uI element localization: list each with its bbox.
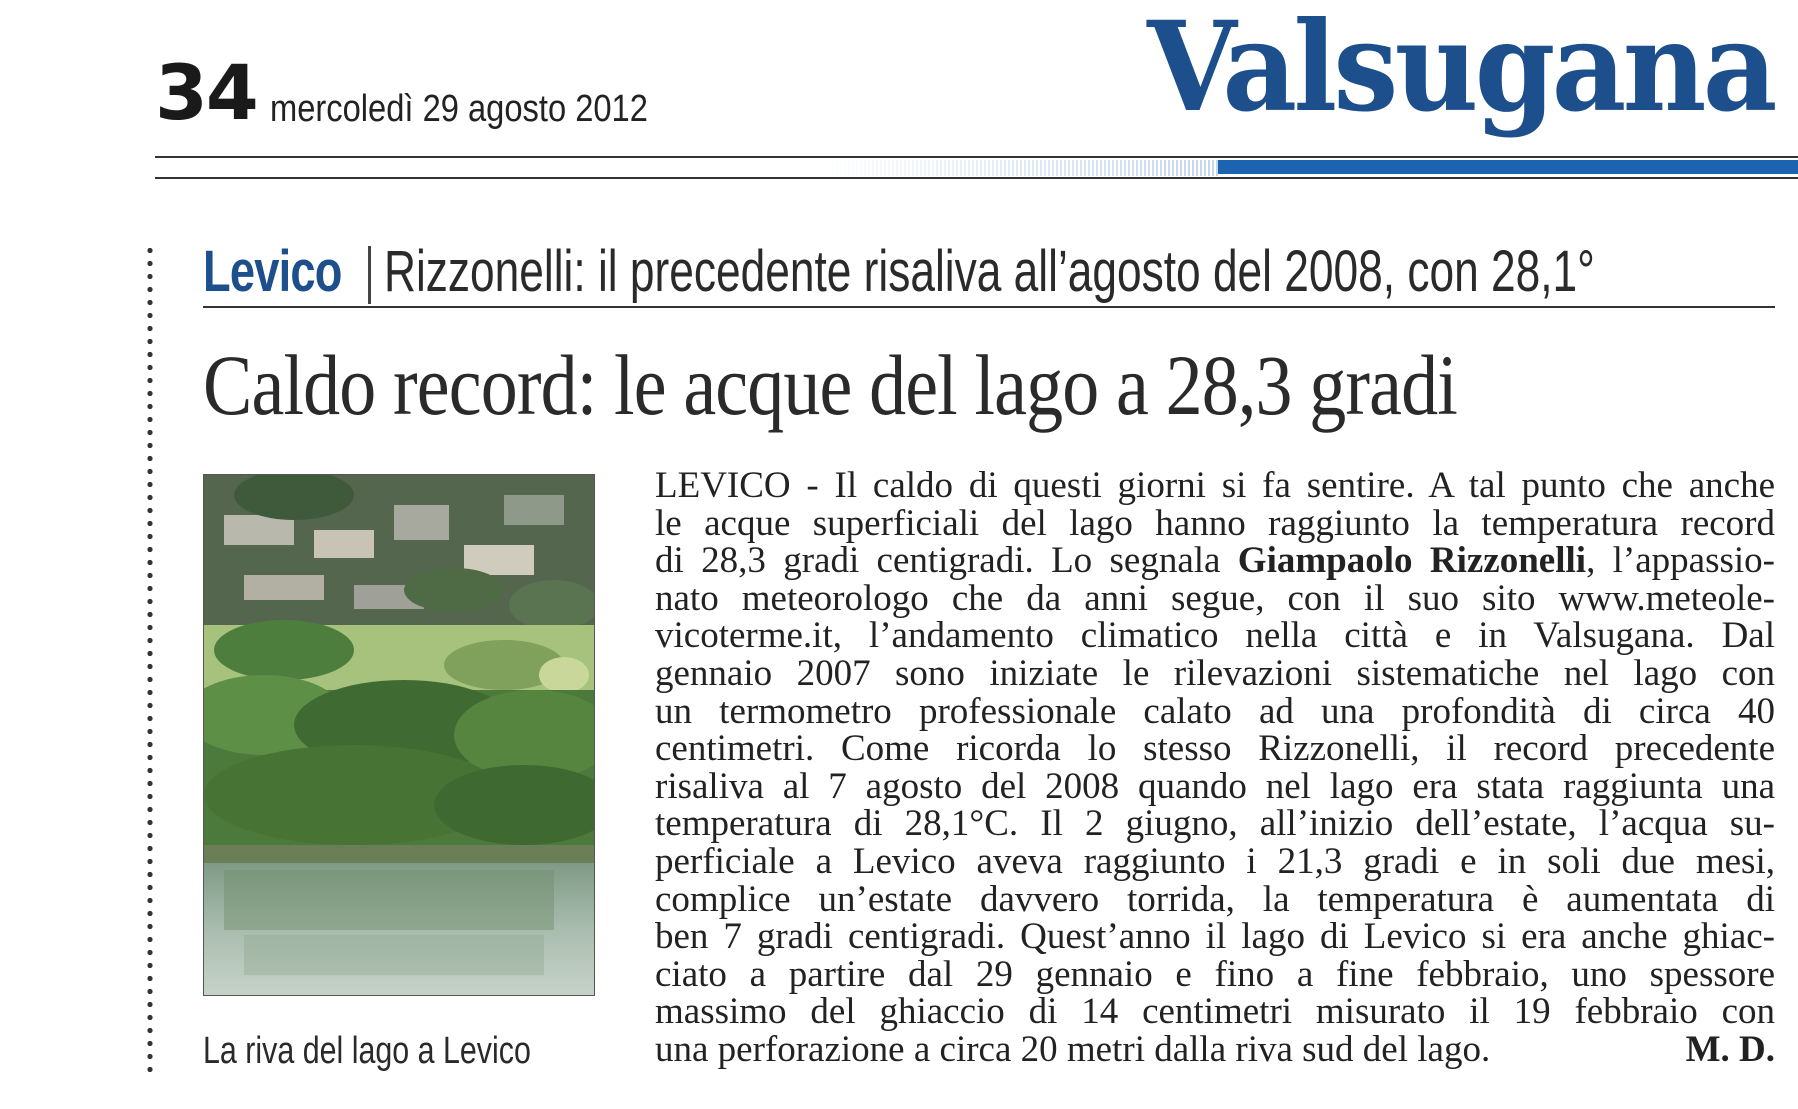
- article-headline: Caldo record: le acque del lago a 28,3 gradi: [203, 337, 1457, 433]
- page-date: mercoledì 29 agosto 2012: [270, 88, 648, 130]
- body-line: risaliva al 7 agosto del 2008 quando nel lago era stata raggiunta una: [655, 765, 1775, 807]
- body-line: massimo del ghiaccio di 14 centimetri misurato il 19 febbraio con: [655, 991, 1775, 1033]
- kicker-divider: [368, 246, 371, 304]
- article-byline: M. D.: [1685, 1028, 1775, 1070]
- header-rule-gradient-fade: [820, 160, 1220, 176]
- masthead-title: Valsugana: [1147, 0, 1774, 140]
- article-kicker: Rizzonelli: il precedente risaliva all’agosto del 2008, con 28,1°: [384, 239, 1595, 304]
- kicker-rule: [203, 306, 1775, 308]
- body-line: ben 7 gradi centigradi. Quest’anno il lago di Levico si era anche ghiac-: [655, 916, 1775, 958]
- body-line: complice un’estate davvero torrida, la temperatura è aumentata di: [655, 878, 1775, 920]
- body-line: temperatura di 28,1°C. Il 2 giugno, all’inizio dell’estate, l’acqua su-: [655, 803, 1775, 845]
- body-line: LEVICO - Il caldo di questi giorni si fa sentire. A tal punto che anche: [655, 465, 1775, 506]
- lake-shore-photo: [203, 474, 595, 996]
- dotted-column-rule: [147, 244, 153, 1076]
- header-rule-blue: [1218, 160, 1798, 174]
- photo-caption: La riva del lago a Levico: [203, 1030, 531, 1072]
- page-number: 34: [155, 48, 257, 137]
- body-line: centimetri. Come ricorda lo stesso Rizzonelli, il record precedente: [655, 728, 1775, 770]
- body-line: un termometro professionale calato ad una profondità di circa 40: [655, 690, 1775, 732]
- body-line: le acque superficiali del lago hanno raggiunto la temperatura record: [655, 502, 1775, 544]
- article-body: [655, 467, 1775, 1069]
- body-line-last: una perforazione a circa 20 metri dalla riva sud del lago. M. D.: [655, 1028, 1775, 1070]
- person-name: Giampaolo Rizzonelli: [1237, 540, 1587, 582]
- header-rule-top: [155, 156, 1798, 158]
- body-line: gennaio 2007 sono iniziate le rilevazioni sistematiche nel lago con: [655, 652, 1775, 694]
- body-line: vicoterme.it, l’andamento climatico nella città e in Valsugana. Dal: [655, 615, 1775, 657]
- body-line: di 28,3 gradi centigradi. Lo segnala Giampaolo Rizzonelli, l’appassio-: [655, 540, 1775, 582]
- section-label: Levico: [203, 239, 342, 304]
- header-rule-bottom: [155, 177, 1798, 179]
- body-line: perficiale a Levico aveva raggiunto i 21,3 gradi e in soli due mesi,: [655, 840, 1775, 882]
- lake-shore-photo-image: [204, 475, 594, 995]
- body-line: nato meteorologo che da anni segue, con il suo sito www.meteole-: [655, 577, 1775, 619]
- body-line: ciato a partire dal 29 gennaio e fino a fine febbraio, uno spessore: [655, 953, 1775, 995]
